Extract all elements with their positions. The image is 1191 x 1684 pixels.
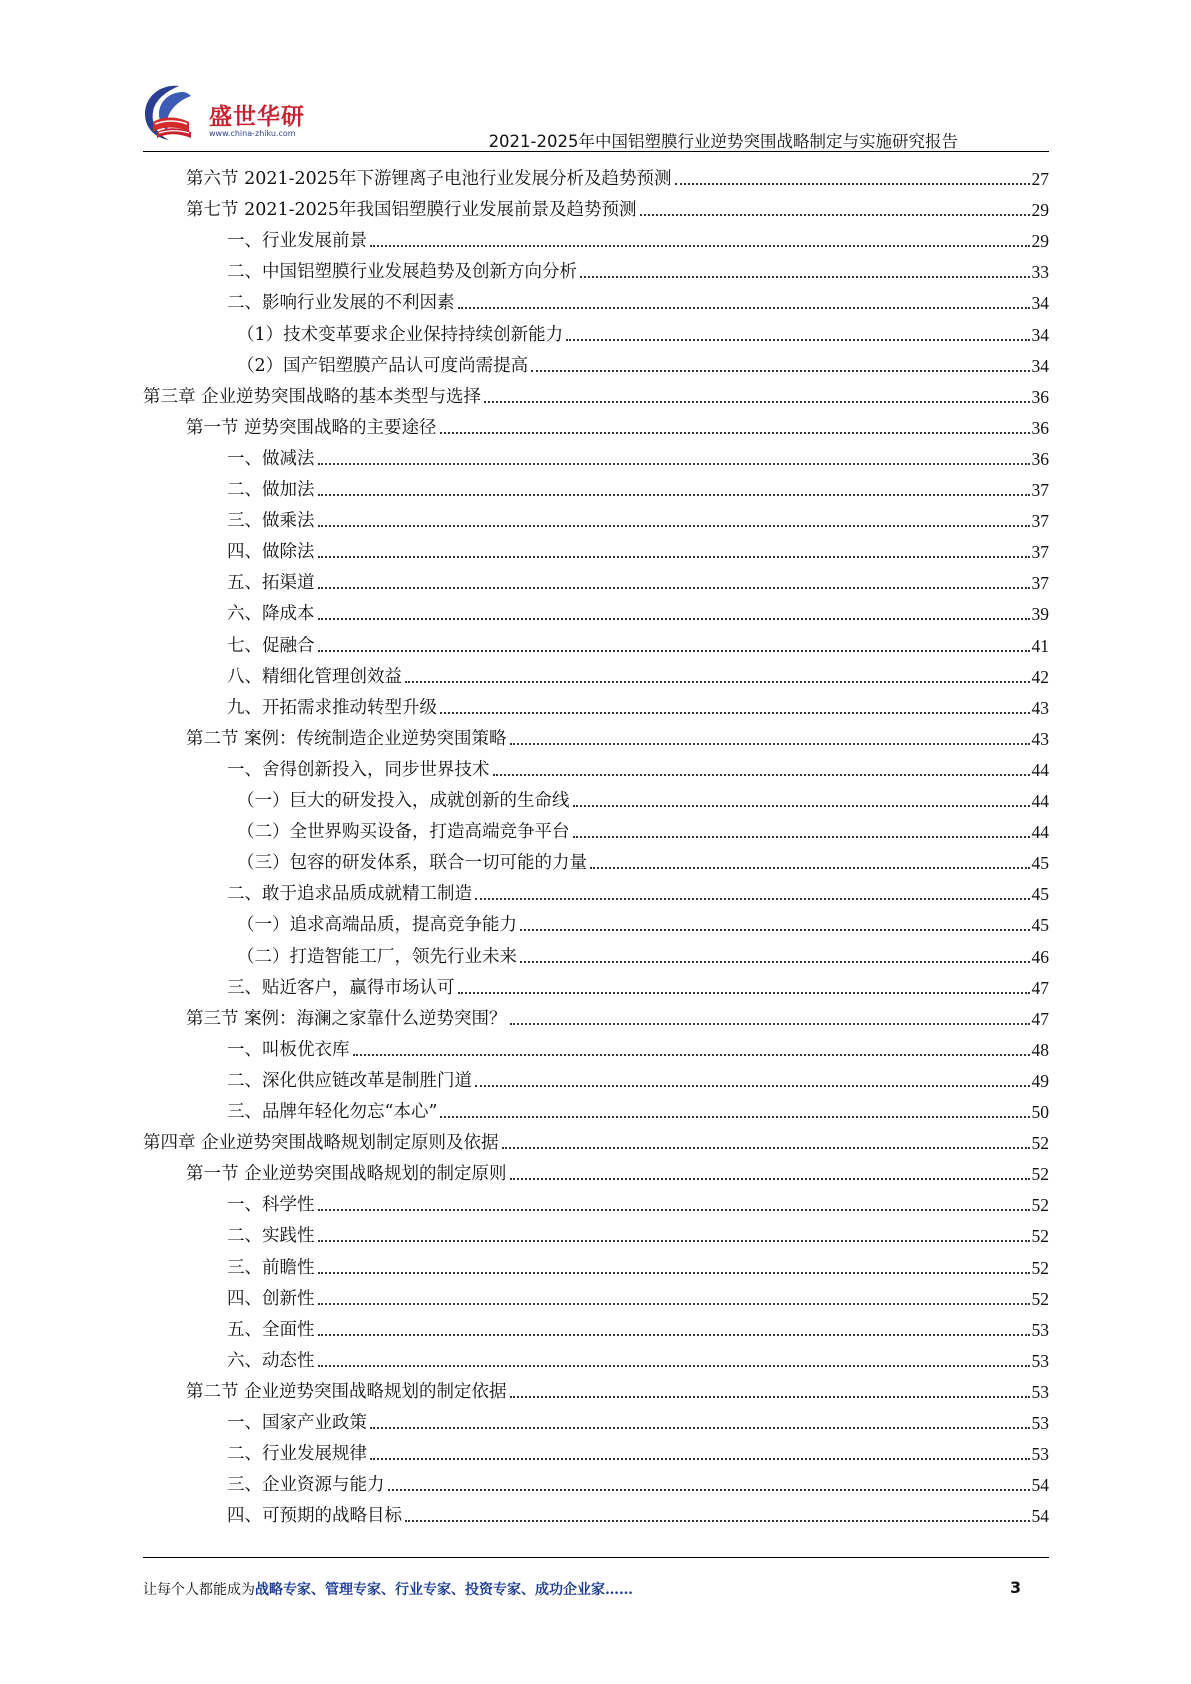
toc-dot-leader (318, 1334, 1030, 1336)
toc-dot-leader (370, 1458, 1030, 1460)
toc-entry-page: 37 (1031, 542, 1049, 563)
toc-entry-title: 第三章 企业逆势突围战略的基本类型与选择 (143, 386, 482, 407)
toc-entry-title: 第一节 企业逆势突围战略规划的制定原则 (186, 1164, 507, 1185)
toc-entry[interactable] (227, 1342, 1049, 1372)
toc-entry-page: 36 (1031, 448, 1049, 469)
toc-entry[interactable] (227, 751, 1049, 781)
toc-entry-page: 52 (1031, 1226, 1049, 1247)
toc-entry[interactable] (227, 1249, 1049, 1279)
toc-entry-page: 27 (1031, 169, 1049, 189)
toc-dot-leader (318, 1209, 1030, 1211)
toc-entry[interactable] (227, 969, 1049, 999)
toc-dot-leader (590, 867, 1030, 869)
page-number: 3 (1010, 1578, 1022, 1597)
toc-entry[interactable] (227, 440, 1049, 470)
toc-entry[interactable] (227, 658, 1049, 688)
toc-entry-page: 29 (1031, 200, 1049, 221)
toc-entry-title: 一、叫板优衣库 (227, 1039, 350, 1060)
logo-url: www.china-zhiku.com (209, 129, 296, 138)
toc-entry-page: 36 (1031, 386, 1049, 407)
toc-entry-title: 第二节 案例：传统制造企业逆势突围策略 (186, 728, 507, 749)
toc-entry-title: 二、敢于追求品质成就精工制造 (227, 884, 472, 905)
toc-entry-page: 33 (1031, 262, 1049, 283)
toc-entry-title: 第二节 企业逆势突围战略规划的制定依据 (186, 1381, 507, 1402)
toc-entry-title: （1）技术变革要求企业保持持续创新能力 (237, 324, 564, 345)
toc-entry[interactable] (237, 844, 1049, 874)
toc-entry-title: 九、开拓需求推动转型升级 (227, 697, 437, 718)
logo-emblem-icon (139, 82, 207, 144)
toc-entry-title: 一、行业发展前景 (227, 231, 367, 252)
toc-entry-page: 43 (1031, 728, 1049, 749)
toc-entry[interactable] (227, 222, 1049, 252)
toc-dot-leader (580, 276, 1030, 278)
toc-entry-page: 42 (1031, 666, 1049, 687)
toc-entry-title: 六、动态性 (227, 1350, 315, 1371)
toc-entry-page: 34 (1031, 324, 1049, 345)
toc-entry[interactable] (227, 689, 1049, 719)
company-logo (139, 82, 309, 148)
toc-entry-page: 53 (1031, 1444, 1049, 1465)
toc-entry-title: 五、拓渠道 (227, 573, 315, 594)
toc-entry-title: 一、国家产业政策 (227, 1413, 367, 1433)
toc-entry-page: 37 (1031, 480, 1049, 500)
toc-dot-leader (440, 712, 1030, 714)
toc-entry[interactable] (227, 253, 1049, 283)
toc-entry-title: 三、做乘法 (227, 511, 315, 532)
toc-entry-page: 49 (1031, 1070, 1049, 1091)
toc-entry-page: 34 (1031, 293, 1049, 314)
toc-entry[interactable] (227, 1186, 1049, 1216)
toc-dot-leader (573, 836, 1030, 838)
logo-text: 盛世华研 (209, 104, 305, 130)
toc-entry-page: 43 (1031, 697, 1049, 718)
toc-dot-leader (640, 214, 1030, 216)
toc-entry-title: 二、影响行业发展的不利因素 (227, 293, 455, 314)
toc-dot-leader (520, 961, 1030, 963)
toc-entry[interactable] (186, 1373, 1049, 1403)
toc-dot-leader (520, 929, 1030, 931)
toc-dot-leader (318, 525, 1030, 527)
toc-entry-page: 47 (1031, 1008, 1049, 1029)
toc-dot-leader (493, 774, 1030, 776)
toc-entry-title: 二、深化供应链改革是制胜门道 (227, 1070, 472, 1091)
toc-entry-page: 54 (1031, 1475, 1049, 1496)
toc-entry-title: （二）全世界购买设备，打造高端竞争平台 (237, 822, 570, 843)
toc-entry[interactable] (143, 1124, 1049, 1154)
toc-dot-leader (440, 432, 1030, 434)
toc-entry-title: 二、中国铝塑膜行业发展趋势及创新方向分析 (227, 262, 577, 283)
toc-entry-page: 44 (1031, 822, 1049, 843)
toc-dot-leader (484, 401, 1029, 403)
slogan-emphasis: 战略专家、管理专家、行业专家、投资专家、成功企业家…… (255, 1582, 633, 1598)
toc-entry[interactable] (237, 813, 1049, 843)
toc-entry[interactable] (186, 1155, 1049, 1185)
toc-entry-page: 37 (1031, 573, 1049, 594)
toc-dot-leader (458, 992, 1030, 994)
toc-entry[interactable] (227, 564, 1049, 594)
toc-entry-title: 七、促融合 (227, 635, 315, 656)
toc-entry-title: 一、科学性 (227, 1195, 315, 1216)
slogan-prefix: 让每个人都能成为 (143, 1582, 255, 1598)
toc-entry-title: 四、创新性 (227, 1288, 315, 1309)
toc-entry[interactable] (237, 938, 1049, 968)
toc-entry-title: （二）打造智能工厂，领先行业未来 (237, 946, 517, 967)
toc-dot-leader (510, 1178, 1030, 1180)
toc-entry[interactable] (186, 160, 1049, 190)
toc-entry[interactable] (143, 378, 1049, 408)
toc-entry-title: 二、行业发展规律 (227, 1444, 367, 1465)
toc-dot-leader (405, 681, 1030, 683)
toc-dot-leader (510, 743, 1030, 745)
toc-entry[interactable] (227, 284, 1049, 314)
toc-dot-leader (318, 556, 1030, 558)
toc-entry-title: 六、降成本 (227, 604, 315, 625)
toc-entry-title: 八、精细化管理创效益 (227, 666, 402, 687)
toc-entry[interactable] (227, 1466, 1049, 1496)
toc-dot-leader (510, 1396, 1030, 1398)
toc-entry-title: 四、可预期的战略目标 (227, 1506, 402, 1527)
toc-entry-title: 第一节 逆势突围战略的主要途径 (186, 417, 437, 438)
toc-entry-title: 三、品牌年轻化勿忘“本心” (227, 1102, 438, 1122)
toc-entry-page: 52 (1031, 1195, 1049, 1216)
toc-entry[interactable] (227, 1497, 1049, 1527)
toc-entry-title: 第七节 2021-2025年我国铝塑膜行业发展前景及趋势预测 (186, 200, 637, 221)
toc-entry[interactable] (227, 471, 1049, 501)
toc-dot-leader (388, 1489, 1030, 1491)
toc-dot-leader (405, 1520, 1030, 1522)
toc-entry-page: 53 (1031, 1413, 1049, 1433)
toc-entry[interactable] (227, 533, 1049, 563)
toc-dot-leader (475, 898, 1030, 900)
toc-entry-title: 四、做除法 (227, 542, 315, 563)
toc-entry[interactable] (186, 409, 1049, 439)
toc-entry-page: 34 (1031, 355, 1049, 376)
toc-entry-page: 45 (1031, 853, 1049, 874)
toc-entry[interactable] (186, 720, 1049, 750)
footer-slogan (143, 1579, 633, 1599)
toc-entry-title: （三）包容的研发体系，联合一切可能的力量 (237, 853, 587, 874)
toc-entry-title: 一、舍得创新投入，同步世界技术 (227, 759, 490, 780)
toc-entry[interactable] (227, 1217, 1049, 1247)
header-divider (143, 151, 1049, 152)
toc-entry[interactable] (227, 1404, 1049, 1434)
toc-entry-title: （一）巨大的研发投入，成就创新的生命线 (237, 791, 570, 811)
toc-entry[interactable] (227, 1435, 1049, 1465)
toc-entry-page: 53 (1031, 1319, 1049, 1340)
toc-entry-page: 52 (1031, 1164, 1049, 1185)
report-title: 2021-2025年中国铝塑膜行业逆势突围战略制定与实施研究报告 (488, 132, 958, 151)
toc-entry-page: 54 (1031, 1506, 1049, 1527)
toc-entry-page: 37 (1031, 511, 1049, 532)
toc-entry-title: 三、企业资源与能力 (227, 1475, 385, 1496)
toc-entry[interactable] (227, 1093, 1049, 1123)
toc-dot-leader (370, 1427, 1030, 1429)
toc-entry[interactable] (227, 502, 1049, 532)
toc-entry[interactable] (227, 875, 1049, 905)
toc-entry-title: 二、实践性 (227, 1226, 315, 1247)
toc-entry-title: 第六节 2021-2025年下游锂离子电池行业发展分析及趋势预测 (186, 169, 672, 189)
toc-entry-title: （2）国产铝塑膜产品认可度尚需提高 (237, 355, 529, 376)
toc-entry-page: 52 (1031, 1257, 1049, 1278)
toc-entry[interactable] (227, 1062, 1049, 1092)
toc-entry-page: 36 (1031, 417, 1049, 438)
toc-dot-leader (566, 339, 1029, 341)
toc-dot-leader (502, 1147, 1030, 1149)
toc-entry[interactable] (186, 1000, 1049, 1030)
toc-entry[interactable] (186, 191, 1049, 221)
toc-dot-leader (675, 183, 1030, 185)
toc-entry-page: 44 (1031, 759, 1049, 780)
toc-entry-title: 三、前瞻性 (227, 1257, 315, 1278)
toc-entry-page: 53 (1031, 1381, 1049, 1402)
toc-entry-title: 第三节 案例：海澜之家靠什么逆势突围？ (186, 1008, 507, 1029)
toc-dot-leader (510, 1023, 1030, 1025)
toc-entry-page: 45 (1031, 915, 1049, 936)
toc-dot-leader (440, 1116, 1029, 1118)
toc-entry[interactable] (227, 1031, 1049, 1061)
toc-dot-leader (318, 1240, 1030, 1242)
toc-dot-leader (475, 1085, 1030, 1087)
toc-dot-leader (458, 307, 1030, 309)
toc-entry[interactable] (227, 1280, 1049, 1310)
toc-entry[interactable] (227, 1311, 1049, 1341)
footer-divider (143, 1557, 1049, 1558)
toc-entry-page: 50 (1031, 1102, 1049, 1122)
toc-entry-title: 第四章 企业逆势突围战略规划制定原则及依据 (143, 1133, 499, 1154)
toc-entry-page: 41 (1031, 635, 1049, 656)
toc-dot-leader (318, 1272, 1030, 1274)
toc-entry-page: 52 (1031, 1288, 1049, 1309)
toc-dot-leader (531, 370, 1029, 372)
toc-entry-page: 47 (1031, 977, 1049, 998)
toc-entry[interactable] (237, 316, 1049, 346)
toc-entry-page: 46 (1031, 946, 1049, 967)
toc-dot-leader (573, 805, 1030, 807)
toc-entry-page: 39 (1031, 604, 1049, 625)
toc-entry-title: 三、贴近客户，赢得市场认可 (227, 977, 455, 998)
toc-entry-page: 48 (1031, 1039, 1049, 1060)
toc-entry[interactable] (237, 906, 1049, 936)
toc-entry-page: 45 (1031, 884, 1049, 905)
toc-entry-title: 一、做减法 (227, 448, 315, 469)
toc-dot-leader (318, 1365, 1030, 1367)
toc-dot-leader (318, 463, 1030, 465)
toc-entry-page: 52 (1031, 1133, 1049, 1154)
page-header (0, 0, 1191, 150)
toc-dot-leader (353, 1054, 1030, 1056)
toc-entry-page: 53 (1031, 1350, 1049, 1371)
toc-entry[interactable] (227, 595, 1049, 625)
toc-dot-leader (318, 650, 1030, 652)
toc-entry-title: （一）追求高端品质，提高竞争能力 (237, 915, 517, 936)
toc-entry-page: 44 (1031, 791, 1049, 811)
toc-entry-title: 二、做加法 (227, 480, 315, 500)
toc-entry[interactable] (237, 347, 1049, 377)
toc-entry[interactable] (227, 627, 1049, 657)
toc-dot-leader (318, 494, 1030, 496)
toc-dot-leader (318, 1303, 1030, 1305)
toc-entry-title: 五、全面性 (227, 1319, 315, 1340)
toc-entry[interactable] (237, 782, 1049, 812)
toc-dot-leader (370, 245, 1030, 247)
toc-dot-leader (318, 587, 1030, 589)
toc-dot-leader (318, 618, 1030, 620)
toc-entry-page: 29 (1031, 231, 1049, 252)
